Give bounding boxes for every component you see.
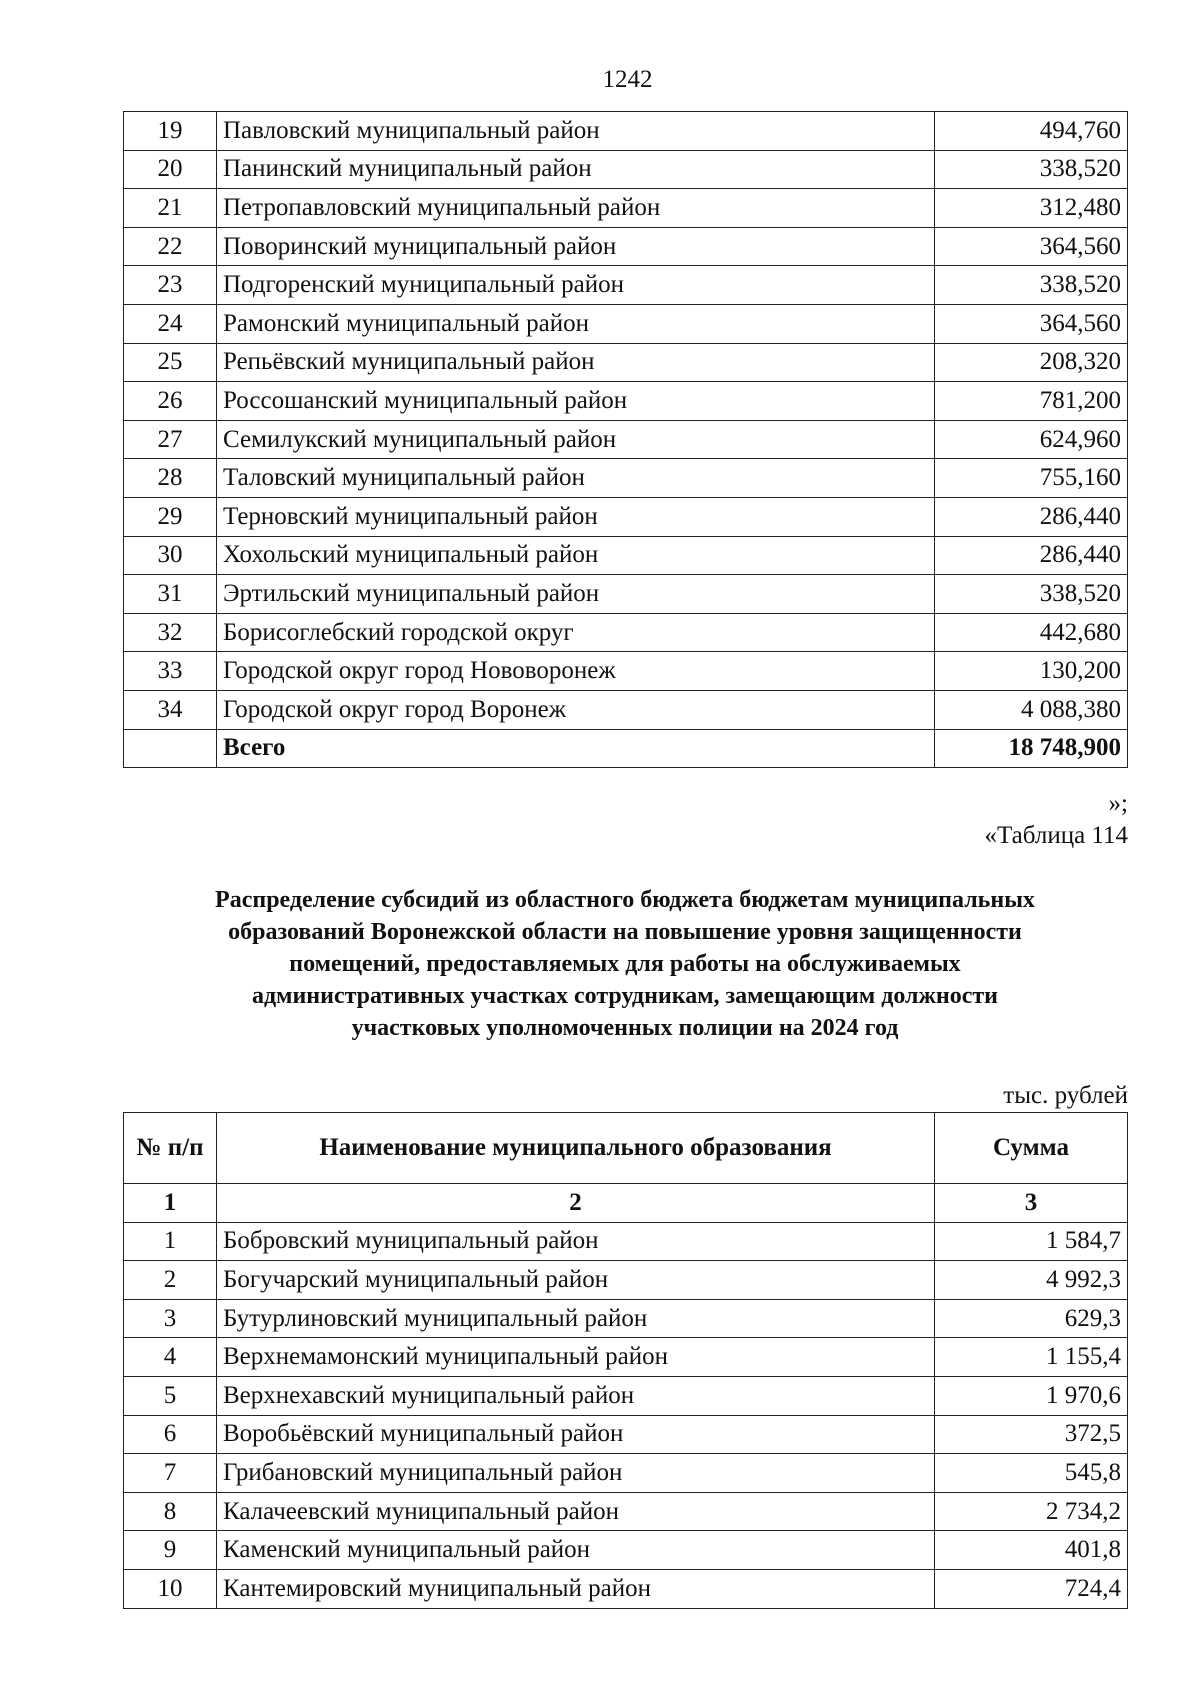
row-number: 1 (124, 1222, 217, 1261)
total-label: Всего (217, 729, 935, 768)
table-row (124, 420, 1128, 459)
row-number: 22 (124, 227, 217, 266)
table-row (124, 189, 1128, 228)
table-row (124, 1454, 1128, 1493)
row-name: Семилукский муниципальный район (217, 420, 935, 459)
row-name: Борисоглебский городской округ (217, 613, 935, 652)
total-value: 18 748,900 (935, 729, 1128, 768)
row-name: Рамонский муниципальный район (217, 304, 935, 343)
row-number: 4 (124, 1338, 217, 1377)
row-name: Городской округ город Нововоронеж (217, 652, 935, 691)
table-label: «Таблица 114 (984, 822, 1128, 849)
previous-table (123, 111, 1128, 768)
table-row (124, 382, 1128, 421)
row-number: 9 (124, 1531, 217, 1570)
row-value: 442,680 (935, 613, 1128, 652)
row-value: 286,440 (935, 536, 1128, 575)
table-row (124, 497, 1128, 536)
row-name: Кантемировский муниципальный район (217, 1569, 935, 1608)
table-row (124, 652, 1128, 691)
table-row (124, 266, 1128, 305)
row-value: 1 155,4 (935, 1338, 1128, 1377)
row-name: Грибановский муниципальный район (217, 1454, 935, 1493)
row-number: 29 (124, 497, 217, 536)
row-value: 338,520 (935, 266, 1128, 305)
row-value: 624,960 (935, 420, 1128, 459)
table-row (124, 1492, 1128, 1531)
row-name: Верхнехавский муниципальный район (217, 1376, 935, 1415)
row-name: Городской округ город Воронеж (217, 690, 935, 729)
table-row (124, 343, 1128, 382)
row-value: 4 992,3 (935, 1261, 1128, 1300)
col-number: 1 (124, 1184, 217, 1223)
row-name: Панинский муниципальный район (217, 150, 935, 189)
row-name: Эртильский муниципальный район (217, 575, 935, 614)
row-number: 6 (124, 1415, 217, 1454)
header-row (124, 1113, 1128, 1184)
row-name: Бутурлиновский муниципальный район (217, 1299, 935, 1338)
title-line: административных участках сотрудникам, замещающим должности (251, 983, 999, 1009)
row-name: Павловский муниципальный район (217, 112, 935, 151)
units-label: тыс. рублей (1003, 1082, 1128, 1109)
row-value: 1 584,7 (935, 1222, 1128, 1261)
row-name: Россошанский муниципальный район (217, 382, 935, 421)
table-row (124, 1531, 1128, 1570)
row-number: 32 (124, 613, 217, 652)
total-row (124, 729, 1128, 768)
row-number: 19 (124, 112, 217, 151)
row-value: 1 970,6 (935, 1376, 1128, 1415)
header-name: Наименование муниципального образования (217, 1113, 935, 1184)
table-row (124, 575, 1128, 614)
table-row (124, 459, 1128, 498)
row-value: 130,200 (935, 652, 1128, 691)
row-number: 7 (124, 1454, 217, 1493)
table-row (124, 536, 1128, 575)
table-row (124, 1222, 1128, 1261)
table-row (124, 1261, 1128, 1300)
row-name: Подгоренский муниципальный район (217, 266, 935, 305)
table-row (124, 1338, 1128, 1377)
row-name: Бобровский муниципальный район (217, 1222, 935, 1261)
row-name: Калачеевский муниципальный район (217, 1492, 935, 1531)
col-number: 2 (217, 1184, 935, 1223)
row-number: 8 (124, 1492, 217, 1531)
title-line: Распределение субсидий из областного бюджета бюджетам муниципальных (215, 887, 1035, 913)
row-name: Воробьёвский муниципальный район (217, 1415, 935, 1454)
row-name: Хохольский муниципальный район (217, 536, 935, 575)
row-value: 781,200 (935, 382, 1128, 421)
table-row (124, 1376, 1128, 1415)
row-number: 31 (124, 575, 217, 614)
row-number: 30 (124, 536, 217, 575)
header-number: № п/п (124, 1113, 217, 1184)
row-value: 755,160 (935, 459, 1128, 498)
title-line: участковых уполномоченных полиции на 2024 год (351, 1015, 899, 1041)
row-name: Репьёвский муниципальный район (217, 343, 935, 382)
closing-quote: »; (1108, 790, 1128, 817)
row-name: Петропавловский муниципальный район (217, 189, 935, 228)
row-value: 364,560 (935, 227, 1128, 266)
table-row (124, 690, 1128, 729)
title-line: помещений, предоставляемых для работы на обслуживаемых (289, 951, 961, 977)
row-value: 286,440 (935, 497, 1128, 536)
row-name: Поворинский муниципальный район (217, 227, 935, 266)
row-name: Таловский муниципальный район (217, 459, 935, 498)
table-114 (123, 1112, 1128, 1609)
row-number: 10 (124, 1569, 217, 1608)
row-value: 364,560 (935, 304, 1128, 343)
header-sum: Сумма (935, 1113, 1128, 1184)
title-line: образований Воронежской области на повышение уровня защищенности (228, 919, 1022, 945)
table-row (124, 1569, 1128, 1608)
row-number: 34 (124, 690, 217, 729)
row-value: 312,480 (935, 189, 1128, 228)
row-number: 23 (124, 266, 217, 305)
row-value: 338,520 (935, 575, 1128, 614)
row-name: Каменский муниципальный район (217, 1531, 935, 1570)
row-value: 545,8 (935, 1454, 1128, 1493)
table-row (124, 613, 1128, 652)
row-number: 2 (124, 1261, 217, 1300)
row-value: 401,8 (935, 1531, 1128, 1570)
row-name: Богучарский муниципальный район (217, 1261, 935, 1300)
total-number (124, 729, 217, 768)
row-value: 629,3 (935, 1299, 1128, 1338)
row-name: Верхнемамонский муниципальный район (217, 1338, 935, 1377)
row-value: 372,5 (935, 1415, 1128, 1454)
row-number: 27 (124, 420, 217, 459)
table-row (124, 1415, 1128, 1454)
row-value: 494,760 (935, 112, 1128, 151)
row-number: 25 (124, 343, 217, 382)
row-number: 28 (124, 459, 217, 498)
row-number: 33 (124, 652, 217, 691)
page-number: 1242 (602, 66, 653, 93)
table-row (124, 150, 1128, 189)
row-value: 208,320 (935, 343, 1128, 382)
row-value: 724,4 (935, 1569, 1128, 1608)
row-value: 4 088,380 (935, 690, 1128, 729)
table-row (124, 304, 1128, 343)
column-number-row (124, 1184, 1128, 1223)
row-number: 20 (124, 150, 217, 189)
row-number: 26 (124, 382, 217, 421)
row-number: 3 (124, 1299, 217, 1338)
row-value: 338,520 (935, 150, 1128, 189)
row-number: 21 (124, 189, 217, 228)
table-title (120, 884, 1130, 1044)
table-row (124, 227, 1128, 266)
row-value: 2 734,2 (935, 1492, 1128, 1531)
table-row (124, 112, 1128, 151)
col-number: 3 (935, 1184, 1128, 1223)
row-name: Терновский муниципальный район (217, 497, 935, 536)
row-number: 5 (124, 1376, 217, 1415)
table-row (124, 1299, 1128, 1338)
row-number: 24 (124, 304, 217, 343)
